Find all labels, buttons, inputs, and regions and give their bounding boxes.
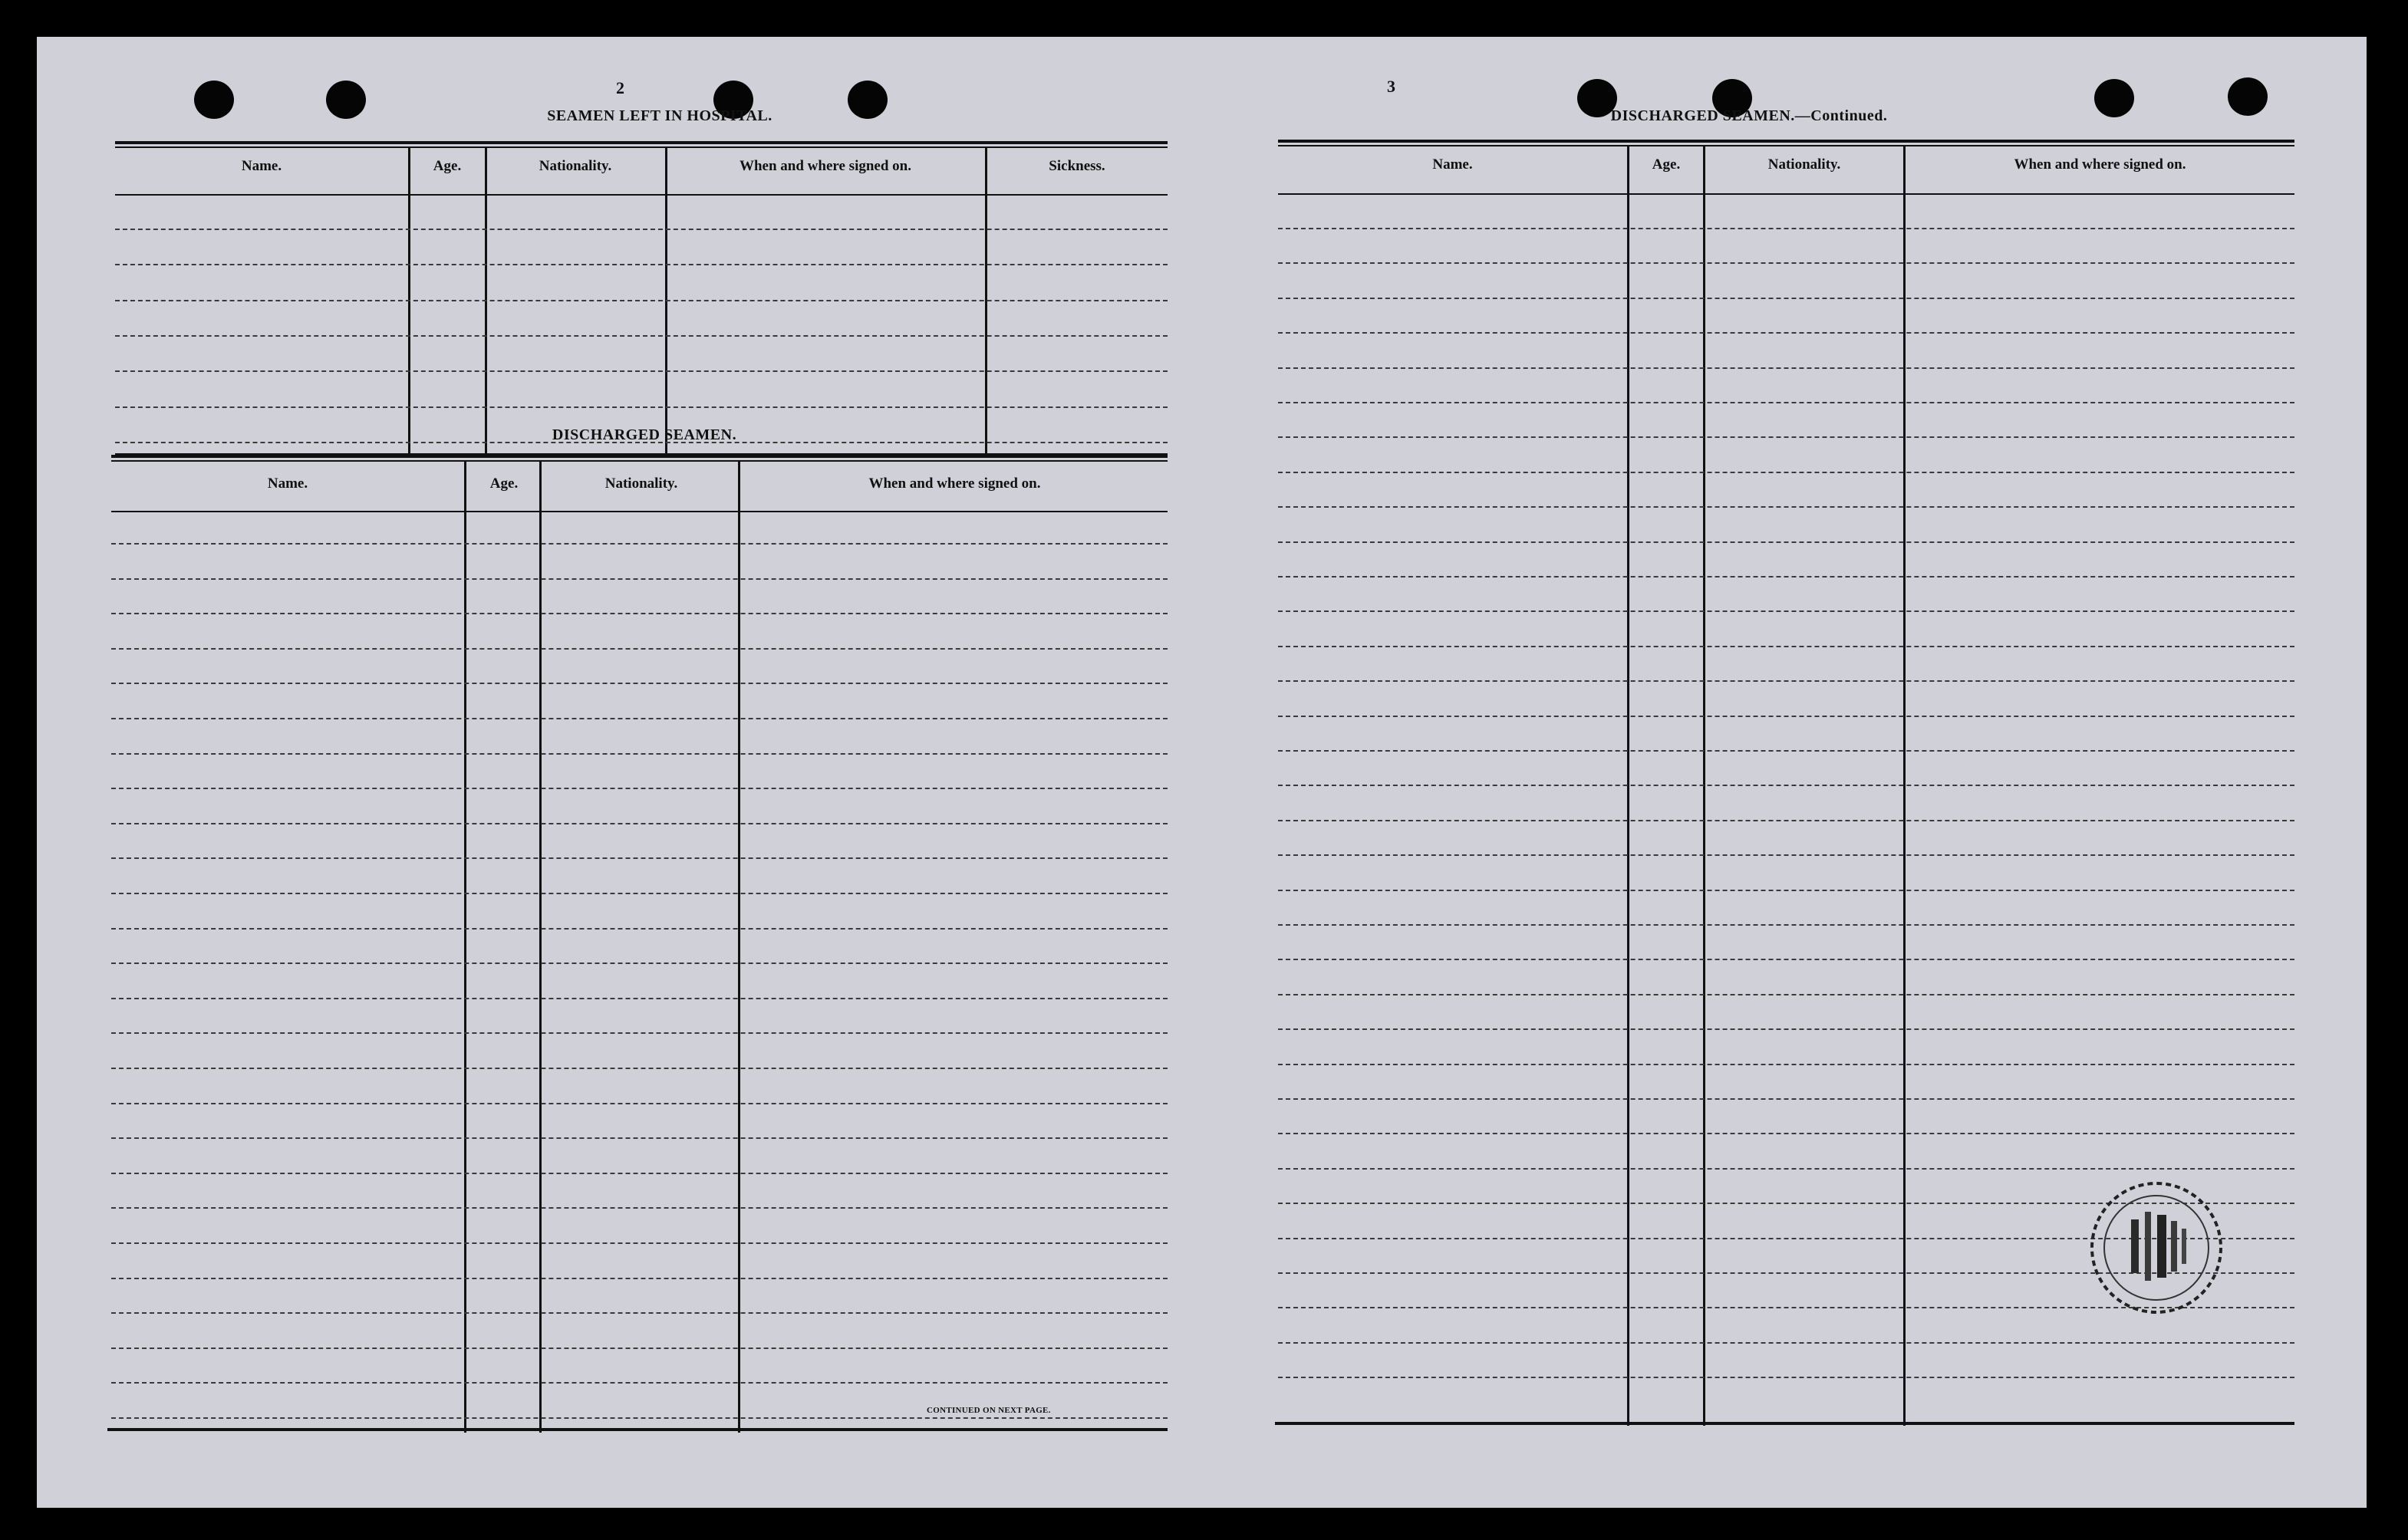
column-divider (1703, 146, 1705, 1426)
entry-row-line (1278, 890, 2294, 891)
entry-row-line (111, 857, 1168, 859)
column-divider (665, 148, 667, 455)
entry-row-line (1278, 1377, 2294, 1378)
column-header-age: Age. (433, 158, 462, 174)
column-header-name: Name. (1432, 156, 1473, 173)
entry-row-line (111, 683, 1168, 684)
column-header-signed-on: When and where signed on. (739, 158, 911, 174)
page-number: 3 (1387, 77, 1395, 96)
column-divider (539, 462, 542, 1433)
discharged-continued-title: DISCHARGED SEAMEN.—Continued. (1610, 107, 1888, 124)
entry-row-line (111, 1348, 1168, 1349)
entry-row-line (111, 613, 1168, 614)
entry-row-line (1278, 994, 2294, 995)
column-divider (985, 148, 987, 455)
column-header-age: Age. (489, 475, 519, 492)
column-header-signed-on: When and where signed on. (2014, 156, 2186, 173)
entry-row-line (111, 1312, 1168, 1314)
entry-row-line (1278, 402, 2294, 403)
entry-row-line (111, 753, 1168, 755)
entry-row-line (1278, 1028, 2294, 1030)
table-rule (115, 141, 1168, 144)
entry-row-line (1278, 436, 2294, 438)
column-header-nationality: Nationality. (539, 158, 612, 174)
column-divider (1903, 146, 1906, 1426)
column-header-name: Name. (241, 158, 282, 174)
left-page (37, 37, 1203, 1508)
entry-row-line (1278, 367, 2294, 369)
entry-row-line (111, 1137, 1168, 1139)
entry-row-line (1278, 1342, 2294, 1344)
entry-row-line (111, 1382, 1168, 1384)
entry-row-line (1278, 716, 2294, 717)
entry-row-line (115, 335, 1168, 337)
entry-row-line (1278, 854, 2294, 856)
table-rule (111, 455, 1168, 458)
entry-row-line (1278, 228, 2294, 229)
entry-row-line (111, 718, 1168, 719)
entry-row-line (111, 648, 1168, 650)
entry-row-line (1278, 1064, 2294, 1065)
entry-row-line (111, 962, 1168, 964)
entry-row-line (115, 370, 1168, 372)
column-divider (1627, 146, 1629, 1426)
column-header-name: Name. (267, 475, 308, 492)
entry-row-line (111, 543, 1168, 545)
entry-row-line (111, 788, 1168, 789)
entry-row-line (115, 406, 1168, 408)
entry-row-line (1278, 472, 2294, 473)
entry-row-line (1278, 1133, 2294, 1134)
entry-row-line (1278, 646, 2294, 647)
right-page (1203, 37, 2367, 1508)
entry-row-line (111, 1103, 1168, 1104)
column-divider (408, 148, 410, 455)
customs-stamp-icon (2084, 1175, 2229, 1321)
entry-row-line (1278, 332, 2294, 334)
continued-note: CONTINUED ON NEXT PAGE. (927, 1406, 1051, 1415)
entry-row-line (1278, 924, 2294, 926)
entry-row-line (111, 928, 1168, 930)
table-rule (1278, 145, 2294, 146)
entry-row-line (111, 1278, 1168, 1279)
entry-row-line (111, 998, 1168, 999)
entry-row-line (111, 578, 1168, 580)
entry-row-line (1278, 298, 2294, 299)
header-rule (115, 194, 1168, 196)
column-divider (464, 462, 466, 1433)
table-rule (1275, 1422, 2294, 1425)
entry-row-line (1278, 1168, 2294, 1170)
table-rule (111, 460, 1168, 462)
document-sheet (37, 37, 2367, 1508)
entry-row-line (111, 1242, 1168, 1244)
entry-row-line (111, 1032, 1168, 1034)
column-header-signed-on: When and where signed on. (868, 475, 1041, 492)
entry-row-line (1278, 680, 2294, 682)
header-rule (1278, 193, 2294, 195)
entry-row-line (1278, 785, 2294, 786)
entry-row-line (115, 264, 1168, 265)
entry-row-line (1278, 506, 2294, 508)
entry-row-line (1278, 750, 2294, 752)
column-header-nationality: Nationality. (1767, 156, 1841, 173)
column-header-age: Age. (1652, 156, 1681, 173)
header-rule (111, 511, 1168, 512)
discharged-section-title: DISCHARGED SEAMEN. (552, 426, 737, 443)
entry-row-line (115, 300, 1168, 301)
column-header-sickness: Sickness. (1049, 158, 1105, 174)
page-number: 2 (616, 78, 624, 97)
entry-row-line (1278, 820, 2294, 821)
entry-row-line (1278, 610, 2294, 612)
hospital-section-title: SEAMEN LEFT IN HOSPITAL. (547, 107, 772, 124)
entry-row-line (111, 823, 1168, 824)
column-header-nationality: Nationality. (604, 475, 678, 492)
entry-row-line (111, 1207, 1168, 1209)
column-divider (485, 148, 487, 455)
entry-row-line (111, 893, 1168, 894)
entry-row-line (1278, 1098, 2294, 1100)
entry-row-line (1278, 262, 2294, 264)
entry-row-line (111, 1068, 1168, 1069)
column-divider (738, 462, 740, 1433)
entry-row-line (1278, 576, 2294, 578)
entry-row-line (115, 229, 1168, 230)
entry-row-line (111, 1417, 1168, 1419)
table-rule (1278, 140, 2294, 143)
entry-row-line (111, 1173, 1168, 1174)
table-rule (107, 1428, 1168, 1431)
entry-row-line (1278, 541, 2294, 543)
entry-row-line (1278, 959, 2294, 960)
table-rule (115, 146, 1168, 148)
